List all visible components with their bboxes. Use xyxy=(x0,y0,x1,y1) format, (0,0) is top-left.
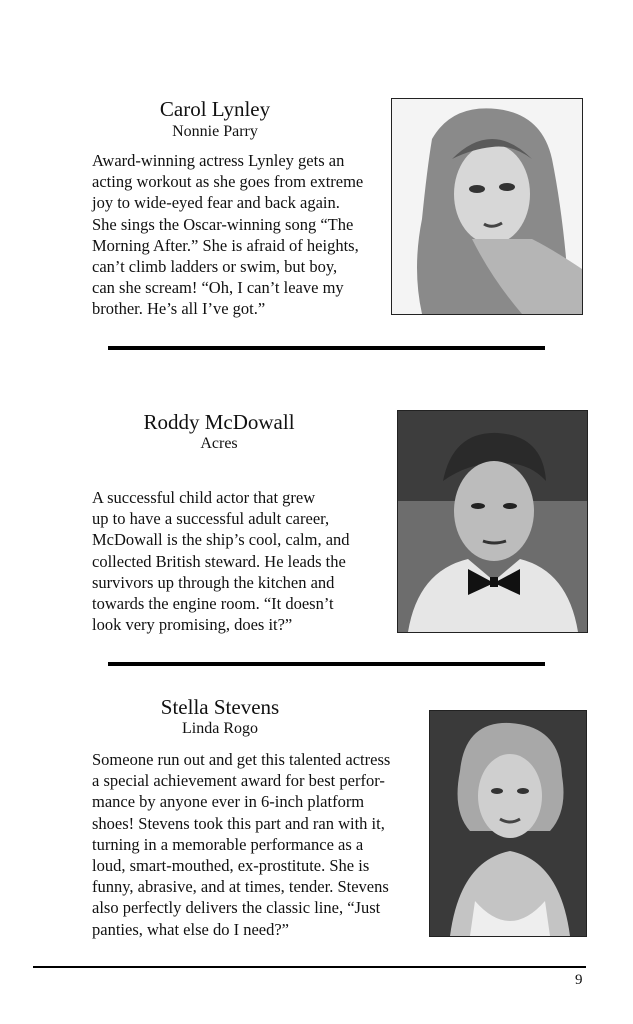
entry-1-bio-line-2: acting workout as she goes from extreme xyxy=(92,172,364,192)
entry-3-bio-line-1: Someone run out and get this talented actress xyxy=(92,750,391,769)
entry-1-bio-line-4: She sings the Oscar-winning song “The xyxy=(92,214,354,234)
entry-2-bio-line-7: look very promising, does it?” xyxy=(92,615,293,635)
entry-3-bio-line-5: turning in a memorable performance as a xyxy=(92,834,364,854)
entry-3-bio-line-8: also perfectly delivers the classic line, “Just xyxy=(92,898,381,918)
entry-2-role: Acres xyxy=(200,435,238,452)
entry-3-bio-line-4: shoes! Stevens took this part and ran with it, xyxy=(92,813,385,833)
footer-rule xyxy=(33,966,586,968)
entry-3-bio-line-6: loud, smart-mouthed, ex-prostitute. She is xyxy=(92,855,370,875)
entry-3-role: Linda Rogo xyxy=(182,720,258,737)
entry-3-photo xyxy=(429,710,587,937)
entry-2-bio-line-6: towards the engine room. “It doesn’t xyxy=(92,593,334,613)
entry-3-bio-line-2: a special achievement award for best perfor- xyxy=(92,771,385,791)
entry-2-bio xyxy=(92,487,350,635)
entry-3-bio-line-9: panties, what else do I need?” xyxy=(92,919,290,939)
entry-2-bio-line-3: McDowall is the ship’s cool, calm, and xyxy=(92,530,350,550)
entry-1-bio-line-6: can’t climb ladders or swim, but boy, xyxy=(92,256,338,276)
entry-2-bio-line-1: A successful child actor that grew xyxy=(92,488,316,507)
entry-1-name: Carol Lynley xyxy=(159,97,271,121)
page-number: 9 xyxy=(575,972,583,988)
entry-3-bio xyxy=(92,749,390,940)
entry-2-photo xyxy=(397,410,588,633)
entry-1-photo xyxy=(391,98,583,315)
entry-1-bio-line-5: Morning After.” She is afraid of heights, xyxy=(92,235,359,255)
entry-2-name: Roddy McDowall xyxy=(143,410,295,434)
entry-3-bio-line-7: funny, abrasive, and at times, tender. Stevens xyxy=(92,877,389,897)
entry-2-bio-line-5: survivors up through the kitchen and xyxy=(92,572,335,592)
entry-1-bio xyxy=(92,150,363,320)
entry-1-bio-line-8: brother. He’s all I’ve got.” xyxy=(92,299,266,319)
entry-2-bio-line-4: collected British steward. He leads the xyxy=(92,551,346,571)
entry-3-name: Stella Stevens xyxy=(160,695,280,719)
divider-2 xyxy=(108,662,545,666)
divider-1 xyxy=(108,346,545,350)
entry-1-bio-line-3: joy to wide-eyed fear and back again. xyxy=(92,193,340,213)
entry-2-bio-line-2: up to have a successful adult career, xyxy=(92,509,330,529)
entry-1-role: Nonnie Parry xyxy=(172,123,258,140)
entry-1-bio-line-1: Award-winning actress Lynley gets an xyxy=(92,151,345,170)
entry-1-bio-line-7: can she scream! “Oh, I can’t leave my xyxy=(92,278,344,298)
entry-3-bio-line-3: mance by anyone ever in 6-inch platform xyxy=(92,792,365,812)
